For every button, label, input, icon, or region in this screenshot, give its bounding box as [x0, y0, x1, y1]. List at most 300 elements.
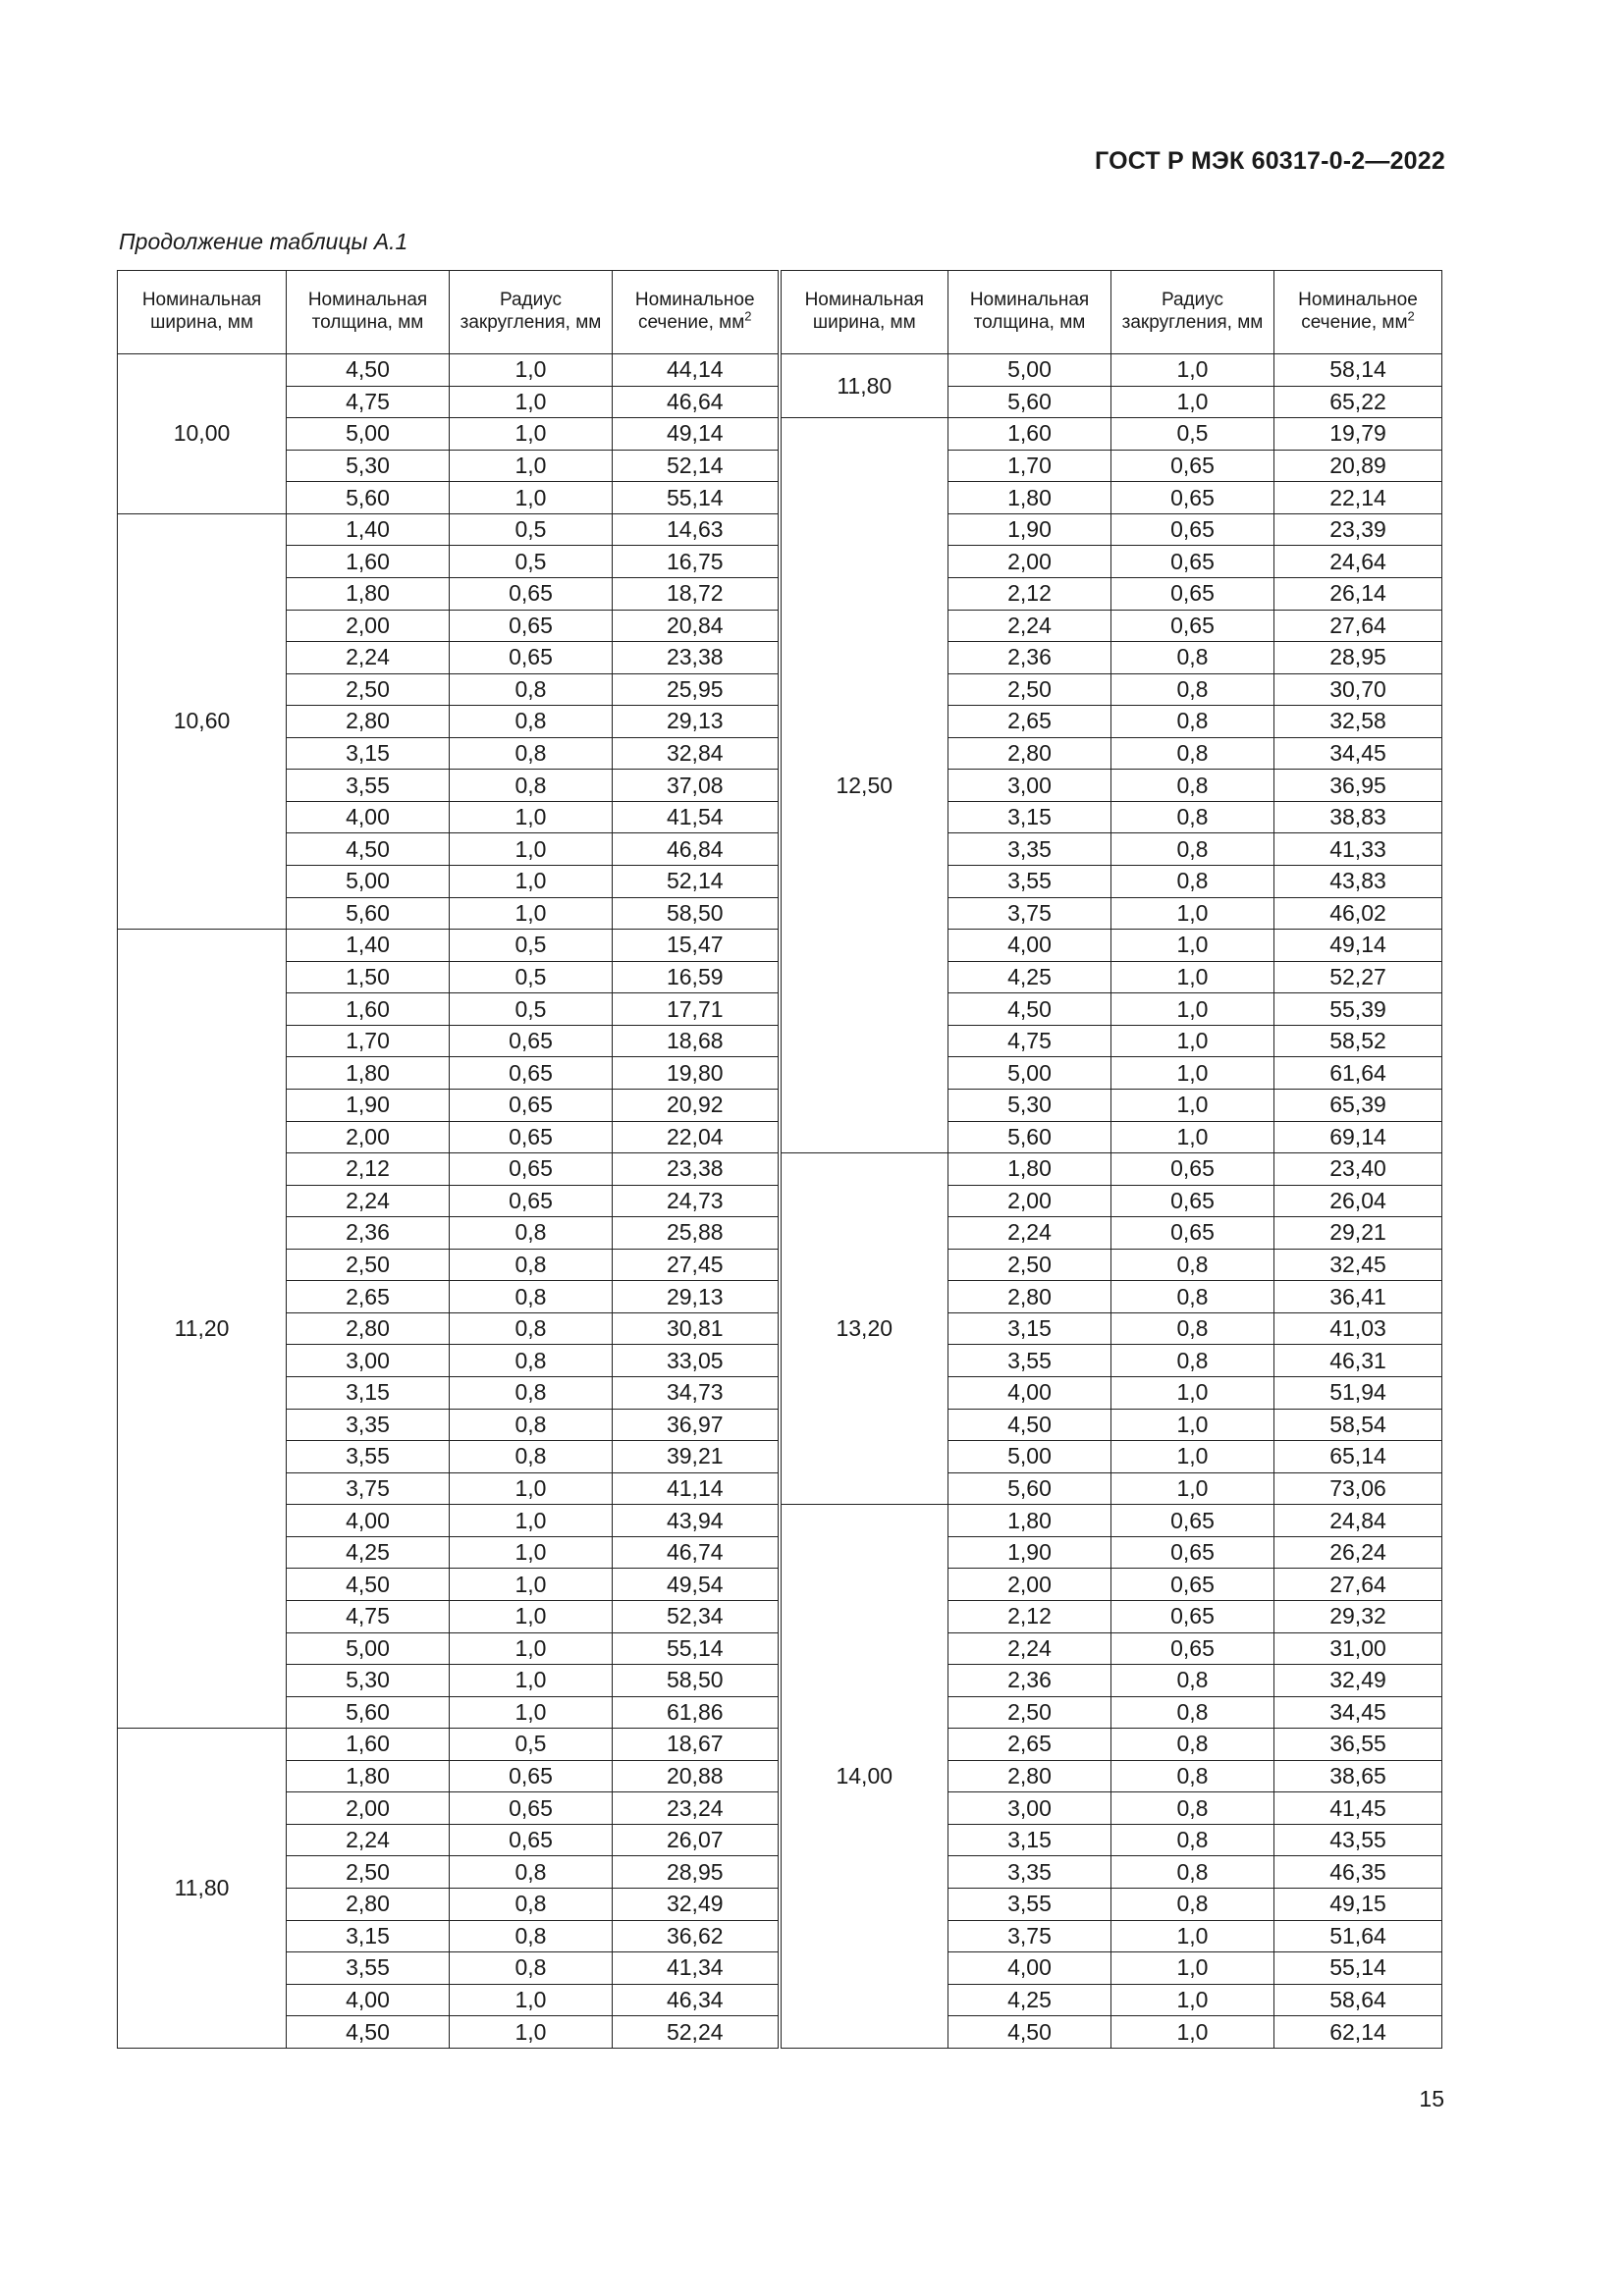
nominal-thickness-cell: 2,80 [287, 706, 450, 738]
corner-radius-cell: 0,8 [450, 1217, 613, 1250]
nominal-thickness-cell: 2,24 [287, 1185, 450, 1217]
nominal-thickness-cell: 3,35 [287, 1409, 450, 1441]
corner-radius-cell: 1,0 [1111, 961, 1274, 993]
corner-radius-cell: 0,65 [1111, 1153, 1274, 1186]
corner-radius-cell: 0,8 [1111, 1665, 1274, 1697]
nominal-thickness-cell: 3,55 [287, 1952, 450, 1985]
nominal-section-cell: 52,14 [613, 450, 780, 482]
corner-radius-cell: 1,0 [1111, 1952, 1274, 1985]
corner-radius-cell: 0,65 [450, 1792, 613, 1825]
nominal-width-cell: 11,80 [118, 1729, 287, 2049]
corner-radius-cell: 1,0 [1111, 1441, 1274, 1473]
corner-radius-cell: 1,0 [1111, 1984, 1274, 2016]
corner-radius-cell: 0,5 [450, 1729, 613, 1761]
corner-radius-cell: 0,65 [450, 1121, 613, 1153]
nominal-width-cell: 12,50 [780, 418, 948, 1153]
nominal-thickness-cell: 4,00 [948, 1952, 1111, 1985]
corner-radius-cell: 1,0 [1111, 1057, 1274, 1090]
nominal-section-cell: 27,64 [1274, 1569, 1442, 1601]
corner-radius-cell: 0,8 [450, 770, 613, 802]
nominal-thickness-cell: 3,75 [948, 1920, 1111, 1952]
nominal-section-cell: 62,14 [1274, 2016, 1442, 2049]
nominal-thickness-cell: 3,15 [948, 801, 1111, 833]
nominal-thickness-cell: 2,00 [948, 1569, 1111, 1601]
nominal-thickness-cell: 4,00 [948, 930, 1111, 962]
table-row [118, 354, 1442, 387]
nominal-section-cell: 23,24 [613, 1792, 780, 1825]
nominal-thickness-cell: 1,90 [287, 1089, 450, 1121]
nominal-section-cell: 30,81 [613, 1312, 780, 1345]
nominal-section-cell: 52,24 [613, 2016, 780, 2049]
corner-radius-cell: 1,0 [450, 1536, 613, 1569]
corner-radius-cell: 0,8 [1111, 1281, 1274, 1313]
nominal-section-cell: 58,50 [613, 1665, 780, 1697]
nominal-section-cell: 14,63 [613, 513, 780, 546]
nominal-thickness-cell: 2,50 [948, 1696, 1111, 1729]
nominal-thickness-cell: 2,50 [287, 1856, 450, 1889]
corner-radius-cell: 0,8 [1111, 1856, 1274, 1889]
corner-radius-cell: 0,65 [450, 1089, 613, 1121]
nominal-section-cell: 58,64 [1274, 1984, 1442, 2016]
nominal-section-cell: 51,64 [1274, 1920, 1442, 1952]
corner-radius-cell: 1,0 [450, 1984, 613, 2016]
nominal-section-cell: 58,50 [613, 897, 780, 930]
nominal-thickness-cell: 2,50 [948, 1249, 1111, 1281]
corner-radius-cell: 0,8 [1111, 1760, 1274, 1792]
corner-radius-cell: 1,0 [1111, 993, 1274, 1026]
nominal-thickness-cell: 2,36 [948, 642, 1111, 674]
nominal-thickness-cell: 3,15 [287, 737, 450, 770]
nominal-thickness-cell: 3,35 [948, 833, 1111, 866]
document-code: ГОСТ Р МЭК 60317-0-2—2022 [1095, 147, 1445, 175]
header-corner-radius: Радиус закругления, мм [1111, 271, 1274, 354]
nominal-thickness-cell: 5,00 [287, 418, 450, 451]
nominal-section-cell: 19,80 [613, 1057, 780, 1090]
corner-radius-cell: 1,0 [1111, 897, 1274, 930]
nominal-section-cell: 41,14 [613, 1472, 780, 1505]
nominal-thickness-cell: 2,80 [948, 737, 1111, 770]
nominal-thickness-cell: 2,00 [287, 1121, 450, 1153]
nominal-thickness-cell: 4,00 [287, 1505, 450, 1537]
corner-radius-cell: 0,65 [450, 1153, 613, 1186]
corner-radius-cell: 1,0 [1111, 354, 1274, 387]
table-container [117, 270, 1441, 2049]
nominal-section-cell: 65,22 [1274, 386, 1442, 418]
corner-radius-cell: 0,8 [450, 673, 613, 706]
corner-radius-cell: 0,8 [1111, 1792, 1274, 1825]
nominal-section-cell: 22,14 [1274, 482, 1442, 514]
nominal-thickness-cell: 1,80 [948, 1153, 1111, 1186]
corner-radius-cell: 1,0 [450, 482, 613, 514]
nominal-section-cell: 28,95 [1274, 642, 1442, 674]
nominal-section-cell: 25,88 [613, 1217, 780, 1250]
corner-radius-cell: 0,65 [450, 1760, 613, 1792]
nominal-section-cell: 46,35 [1274, 1856, 1442, 1889]
header-nominal-thickness: Номинальная толщина, мм [948, 271, 1111, 354]
corner-radius-cell: 0,8 [1111, 1889, 1274, 1921]
nominal-thickness-cell: 4,50 [287, 833, 450, 866]
nominal-thickness-cell: 1,40 [287, 513, 450, 546]
corner-radius-cell: 1,0 [1111, 1089, 1274, 1121]
nominal-thickness-cell: 5,30 [287, 450, 450, 482]
corner-radius-cell: 1,0 [450, 354, 613, 387]
table-header-row [118, 271, 1442, 354]
nominal-section-cell: 52,34 [613, 1600, 780, 1632]
nominal-section-cell: 27,45 [613, 1249, 780, 1281]
nominal-section-cell: 46,34 [613, 1984, 780, 2016]
nominal-section-cell: 31,00 [1274, 1632, 1442, 1665]
table-caption: Продолжение таблицы А.1 [119, 229, 408, 254]
corner-radius-cell: 0,8 [450, 1281, 613, 1313]
corner-radius-cell: 1,0 [450, 1569, 613, 1601]
corner-radius-cell: 0,8 [1111, 833, 1274, 866]
nominal-section-cell: 65,39 [1274, 1089, 1442, 1121]
corner-radius-cell: 0,65 [1111, 1217, 1274, 1250]
nominal-width-cell: 10,00 [118, 354, 287, 514]
nominal-thickness-cell: 2,12 [287, 1153, 450, 1186]
corner-radius-cell: 0,8 [450, 1920, 613, 1952]
nominal-section-cell: 46,31 [1274, 1345, 1442, 1377]
nominal-section-cell: 52,14 [613, 866, 780, 898]
nominal-section-cell: 58,14 [1274, 354, 1442, 387]
corner-radius-cell: 1,0 [450, 1696, 613, 1729]
nominal-thickness-cell: 2,12 [948, 577, 1111, 610]
nominal-section-cell: 32,49 [613, 1889, 780, 1921]
nominal-section-cell: 32,49 [1274, 1665, 1442, 1697]
nominal-section-cell: 55,39 [1274, 993, 1442, 1026]
nominal-section-cell: 41,03 [1274, 1312, 1442, 1345]
nominal-section-cell: 49,14 [1274, 930, 1442, 962]
header-nominal-width: Номинальная ширина, мм [780, 271, 948, 354]
nominal-section-cell: 61,64 [1274, 1057, 1442, 1090]
nominal-thickness-cell: 2,80 [948, 1281, 1111, 1313]
nominal-section-cell: 55,14 [1274, 1952, 1442, 1985]
nominal-section-cell: 23,40 [1274, 1153, 1442, 1186]
nominal-section-cell: 24,84 [1274, 1505, 1442, 1537]
nominal-section-cell: 41,34 [613, 1952, 780, 1985]
nominal-thickness-cell: 5,60 [948, 386, 1111, 418]
nominal-thickness-cell: 4,75 [287, 1600, 450, 1632]
nominal-thickness-cell: 1,40 [287, 930, 450, 962]
header-nominal-thickness: Номинальная толщина, мм [287, 271, 450, 354]
nominal-width-cell: 11,20 [118, 930, 287, 1729]
nominal-thickness-cell: 5,00 [948, 1441, 1111, 1473]
nominal-section-cell: 38,65 [1274, 1760, 1442, 1792]
corner-radius-cell: 0,8 [1111, 706, 1274, 738]
nominal-thickness-cell: 2,50 [948, 673, 1111, 706]
nominal-thickness-cell: 3,55 [948, 1889, 1111, 1921]
corner-radius-cell: 0,8 [1111, 1312, 1274, 1345]
nominal-section-cell: 49,14 [613, 418, 780, 451]
nominal-section-cell: 32,84 [613, 737, 780, 770]
nominal-thickness-cell: 2,36 [287, 1217, 450, 1250]
corner-radius-cell: 1,0 [450, 418, 613, 451]
nominal-section-cell: 29,13 [613, 706, 780, 738]
nominal-section-cell: 19,79 [1274, 418, 1442, 451]
nominal-thickness-cell: 4,25 [287, 1536, 450, 1569]
nominal-section-cell: 46,64 [613, 386, 780, 418]
corner-radius-cell: 1,0 [450, 1600, 613, 1632]
corner-radius-cell: 1,0 [450, 801, 613, 833]
nominal-section-cell: 33,05 [613, 1345, 780, 1377]
corner-radius-cell: 0,8 [1111, 866, 1274, 898]
nominal-thickness-cell: 4,25 [948, 961, 1111, 993]
nominal-width-cell: 13,20 [780, 1153, 948, 1505]
corner-radius-cell: 0,65 [450, 1057, 613, 1090]
header-nominal-section: Номинальное сечение, $мм^2$ [613, 271, 780, 354]
nominal-section-cell: 29,13 [613, 1281, 780, 1313]
nominal-thickness-cell: 1,90 [948, 1536, 1111, 1569]
nominal-thickness-cell: 5,30 [287, 1665, 450, 1697]
corner-radius-cell: 0,8 [1111, 1345, 1274, 1377]
corner-radius-cell: 0,8 [1111, 642, 1274, 674]
corner-radius-cell: 0,8 [450, 1856, 613, 1889]
nominal-thickness-cell: 2,65 [287, 1281, 450, 1313]
corner-radius-cell: 1,0 [450, 1505, 613, 1537]
corner-radius-cell: 0,65 [1111, 1505, 1274, 1537]
corner-radius-cell: 1,0 [450, 1665, 613, 1697]
corner-radius-cell: 0,65 [450, 642, 613, 674]
nominal-section-cell: 51,94 [1274, 1377, 1442, 1410]
nominal-thickness-cell: 2,24 [948, 1217, 1111, 1250]
nominal-section-cell: 46,02 [1274, 897, 1442, 930]
nominal-section-cell: 15,47 [613, 930, 780, 962]
corner-radius-cell: 0,8 [1111, 1824, 1274, 1856]
nominal-section-cell: 32,45 [1274, 1249, 1442, 1281]
corner-radius-cell: 1,0 [450, 450, 613, 482]
nominal-thickness-cell: 1,60 [287, 546, 450, 578]
nominal-thickness-cell: 1,60 [287, 1729, 450, 1761]
nominal-thickness-cell: 3,00 [287, 1345, 450, 1377]
corner-radius-cell: 0,8 [1111, 673, 1274, 706]
nominal-thickness-cell: 1,60 [287, 993, 450, 1026]
corner-radius-cell: 0,65 [1111, 1600, 1274, 1632]
nominal-section-cell: 23,38 [613, 1153, 780, 1186]
page-number: 15 [1419, 2086, 1444, 2111]
corner-radius-cell: 1,0 [450, 866, 613, 898]
nominal-section-cell: 20,84 [613, 610, 780, 642]
nominal-section-cell: 25,95 [613, 673, 780, 706]
nominal-section-cell: 28,95 [613, 1856, 780, 1889]
nominal-thickness-cell: 3,15 [287, 1920, 450, 1952]
nominal-section-cell: 36,55 [1274, 1729, 1442, 1761]
nominal-thickness-cell: 4,50 [948, 1409, 1111, 1441]
corner-radius-cell: 0,65 [1111, 482, 1274, 514]
nominal-thickness-cell: 4,75 [948, 1025, 1111, 1057]
nominal-thickness-cell: 3,55 [948, 866, 1111, 898]
nominal-thickness-cell: 4,00 [287, 1984, 450, 2016]
nominal-thickness-cell: 3,00 [948, 1792, 1111, 1825]
header-corner-radius: Радиус закругления, мм [450, 271, 613, 354]
corner-radius-cell: 1,0 [1111, 1121, 1274, 1153]
nominal-section-cell: 20,92 [613, 1089, 780, 1121]
corner-radius-cell: 0,65 [1111, 513, 1274, 546]
table-row [118, 1505, 1442, 1537]
nominal-thickness-cell: 2,65 [948, 1729, 1111, 1761]
nominal-width-cell: 10,60 [118, 513, 287, 929]
nominal-thickness-cell: 2,00 [287, 610, 450, 642]
nominal-section-cell: 46,84 [613, 833, 780, 866]
nominal-section-cell: 36,41 [1274, 1281, 1442, 1313]
corner-radius-cell: 0,8 [450, 1952, 613, 1985]
nominal-thickness-cell: 4,50 [948, 993, 1111, 1026]
corner-radius-cell: 0,8 [1111, 770, 1274, 802]
nominal-thickness-cell: 4,50 [287, 354, 450, 387]
nominal-section-cell: 26,14 [1274, 577, 1442, 610]
corner-radius-cell: 1,0 [450, 386, 613, 418]
nominal-thickness-cell: 2,00 [948, 1185, 1111, 1217]
nominal-section-cell: 55,14 [613, 1632, 780, 1665]
nominal-width-cell: 14,00 [780, 1505, 948, 2049]
corner-radius-cell: 1,0 [1111, 1409, 1274, 1441]
nominal-section-cell: 17,71 [613, 993, 780, 1026]
nominal-thickness-cell: 4,50 [287, 2016, 450, 2049]
nominal-section-cell: 16,59 [613, 961, 780, 993]
nominal-section-cell: 34,45 [1274, 737, 1442, 770]
header-nominal-section: Номинальное сечение, $мм^2$ [1274, 271, 1442, 354]
corner-radius-cell: 0,5 [450, 546, 613, 578]
nominal-section-cell: 23,39 [1274, 513, 1442, 546]
corner-radius-cell: 1,0 [450, 1632, 613, 1665]
nominal-thickness-cell: 1,50 [287, 961, 450, 993]
nominal-section-cell: 49,15 [1274, 1889, 1442, 1921]
nominal-section-cell: 26,04 [1274, 1185, 1442, 1217]
nominal-thickness-cell: 5,00 [287, 866, 450, 898]
corner-radius-cell: 0,65 [450, 1824, 613, 1856]
nominal-thickness-cell: 4,25 [948, 1984, 1111, 2016]
corner-radius-cell: 1,0 [450, 897, 613, 930]
corner-radius-cell: 0,8 [1111, 1696, 1274, 1729]
nominal-thickness-cell: 4,50 [287, 1569, 450, 1601]
nominal-thickness-cell: 1,80 [948, 1505, 1111, 1537]
corner-radius-cell: 1,0 [1111, 386, 1274, 418]
nominal-section-cell: 39,21 [613, 1441, 780, 1473]
corner-radius-cell: 1,0 [450, 833, 613, 866]
nominal-section-cell: 26,07 [613, 1824, 780, 1856]
nominal-section-cell: 24,64 [1274, 546, 1442, 578]
nominal-section-cell: 29,21 [1274, 1217, 1442, 1250]
nominal-thickness-cell: 2,00 [287, 1792, 450, 1825]
nominal-thickness-cell: 3,55 [287, 1441, 450, 1473]
nominal-section-cell: 73,06 [1274, 1472, 1442, 1505]
nominal-section-cell: 32,58 [1274, 706, 1442, 738]
nominal-section-cell: 41,33 [1274, 833, 1442, 866]
nominal-section-cell: 36,62 [613, 1920, 780, 1952]
nominal-thickness-cell: 5,60 [287, 1696, 450, 1729]
nominal-thickness-cell: 5,30 [948, 1089, 1111, 1121]
nominal-section-cell: 55,14 [613, 482, 780, 514]
nominal-thickness-cell: 5,60 [948, 1121, 1111, 1153]
nominal-section-cell: 29,32 [1274, 1600, 1442, 1632]
nominal-section-cell: 58,54 [1274, 1409, 1442, 1441]
nominal-section-cell: 18,67 [613, 1729, 780, 1761]
nominal-section-cell: 41,45 [1274, 1792, 1442, 1825]
corner-radius-cell: 0,65 [1111, 546, 1274, 578]
nominal-thickness-cell: 4,00 [948, 1377, 1111, 1410]
nominal-thickness-cell: 5,60 [287, 897, 450, 930]
corner-radius-cell: 0,8 [450, 1345, 613, 1377]
corner-radius-cell: 1,0 [450, 2016, 613, 2049]
nominal-section-cell: 34,73 [613, 1377, 780, 1410]
nominal-section-cell: 46,74 [613, 1536, 780, 1569]
nominal-thickness-cell: 3,35 [948, 1856, 1111, 1889]
nominal-section-cell: 18,68 [613, 1025, 780, 1057]
corner-radius-cell: 0,65 [1111, 450, 1274, 482]
corner-radius-cell: 0,65 [450, 610, 613, 642]
nominal-thickness-cell: 3,75 [948, 897, 1111, 930]
table-row [118, 418, 1442, 451]
nominal-thickness-cell: 3,15 [948, 1824, 1111, 1856]
nominal-section-cell: 18,72 [613, 577, 780, 610]
corner-radius-cell: 0,8 [450, 1249, 613, 1281]
wire-dimensions-table [117, 270, 1442, 2049]
corner-radius-cell: 0,65 [450, 1185, 613, 1217]
corner-radius-cell: 0,8 [450, 1377, 613, 1410]
corner-radius-cell: 0,5 [450, 993, 613, 1026]
corner-radius-cell: 0,5 [1111, 418, 1274, 451]
nominal-thickness-cell: 1,70 [287, 1025, 450, 1057]
corner-radius-cell: 1,0 [450, 1472, 613, 1505]
corner-radius-cell: 1,0 [1111, 2016, 1274, 2049]
corner-radius-cell: 0,8 [450, 1441, 613, 1473]
header-nominal-width: Номинальная ширина, мм [118, 271, 287, 354]
nominal-thickness-cell: 2,24 [948, 1632, 1111, 1665]
nominal-thickness-cell: 1,80 [287, 1057, 450, 1090]
corner-radius-cell: 0,8 [1111, 737, 1274, 770]
corner-radius-cell: 0,65 [450, 577, 613, 610]
nominal-section-cell: 65,14 [1274, 1441, 1442, 1473]
nominal-thickness-cell: 1,80 [948, 482, 1111, 514]
nominal-thickness-cell: 2,36 [948, 1665, 1111, 1697]
nominal-thickness-cell: 2,24 [287, 642, 450, 674]
corner-radius-cell: 0,8 [450, 1889, 613, 1921]
nominal-section-cell: 43,83 [1274, 866, 1442, 898]
nominal-thickness-cell: 3,15 [948, 1312, 1111, 1345]
corner-radius-cell: 1,0 [1111, 1920, 1274, 1952]
corner-radius-cell: 0,8 [1111, 1729, 1274, 1761]
nominal-thickness-cell: 5,00 [948, 1057, 1111, 1090]
corner-radius-cell: 1,0 [1111, 930, 1274, 962]
corner-radius-cell: 0,8 [450, 1312, 613, 1345]
nominal-thickness-cell: 2,50 [287, 673, 450, 706]
corner-radius-cell: 0,5 [450, 513, 613, 546]
corner-radius-cell: 0,65 [450, 1025, 613, 1057]
nominal-thickness-cell: 5,60 [948, 1472, 1111, 1505]
nominal-thickness-cell: 2,65 [948, 706, 1111, 738]
corner-radius-cell: 0,65 [1111, 1632, 1274, 1665]
nominal-section-cell: 52,27 [1274, 961, 1442, 993]
nominal-section-cell: 20,88 [613, 1760, 780, 1792]
nominal-section-cell: 43,94 [613, 1505, 780, 1537]
nominal-section-cell: 44,14 [613, 354, 780, 387]
nominal-section-cell: 24,73 [613, 1185, 780, 1217]
nominal-thickness-cell: 1,60 [948, 418, 1111, 451]
nominal-section-cell: 16,75 [613, 546, 780, 578]
nominal-thickness-cell: 2,80 [287, 1312, 450, 1345]
nominal-thickness-cell: 1,80 [287, 577, 450, 610]
nominal-section-cell: 69,14 [1274, 1121, 1442, 1153]
nominal-section-cell: 49,54 [613, 1569, 780, 1601]
nominal-thickness-cell: 5,00 [287, 1632, 450, 1665]
nominal-section-cell: 20,89 [1274, 450, 1442, 482]
nominal-thickness-cell: 1,80 [287, 1760, 450, 1792]
nominal-section-cell: 26,24 [1274, 1536, 1442, 1569]
nominal-section-cell: 36,95 [1274, 770, 1442, 802]
table-body [118, 354, 1442, 2049]
corner-radius-cell: 0,8 [1111, 1249, 1274, 1281]
table-row [118, 1153, 1442, 1186]
nominal-thickness-cell: 2,80 [948, 1760, 1111, 1792]
